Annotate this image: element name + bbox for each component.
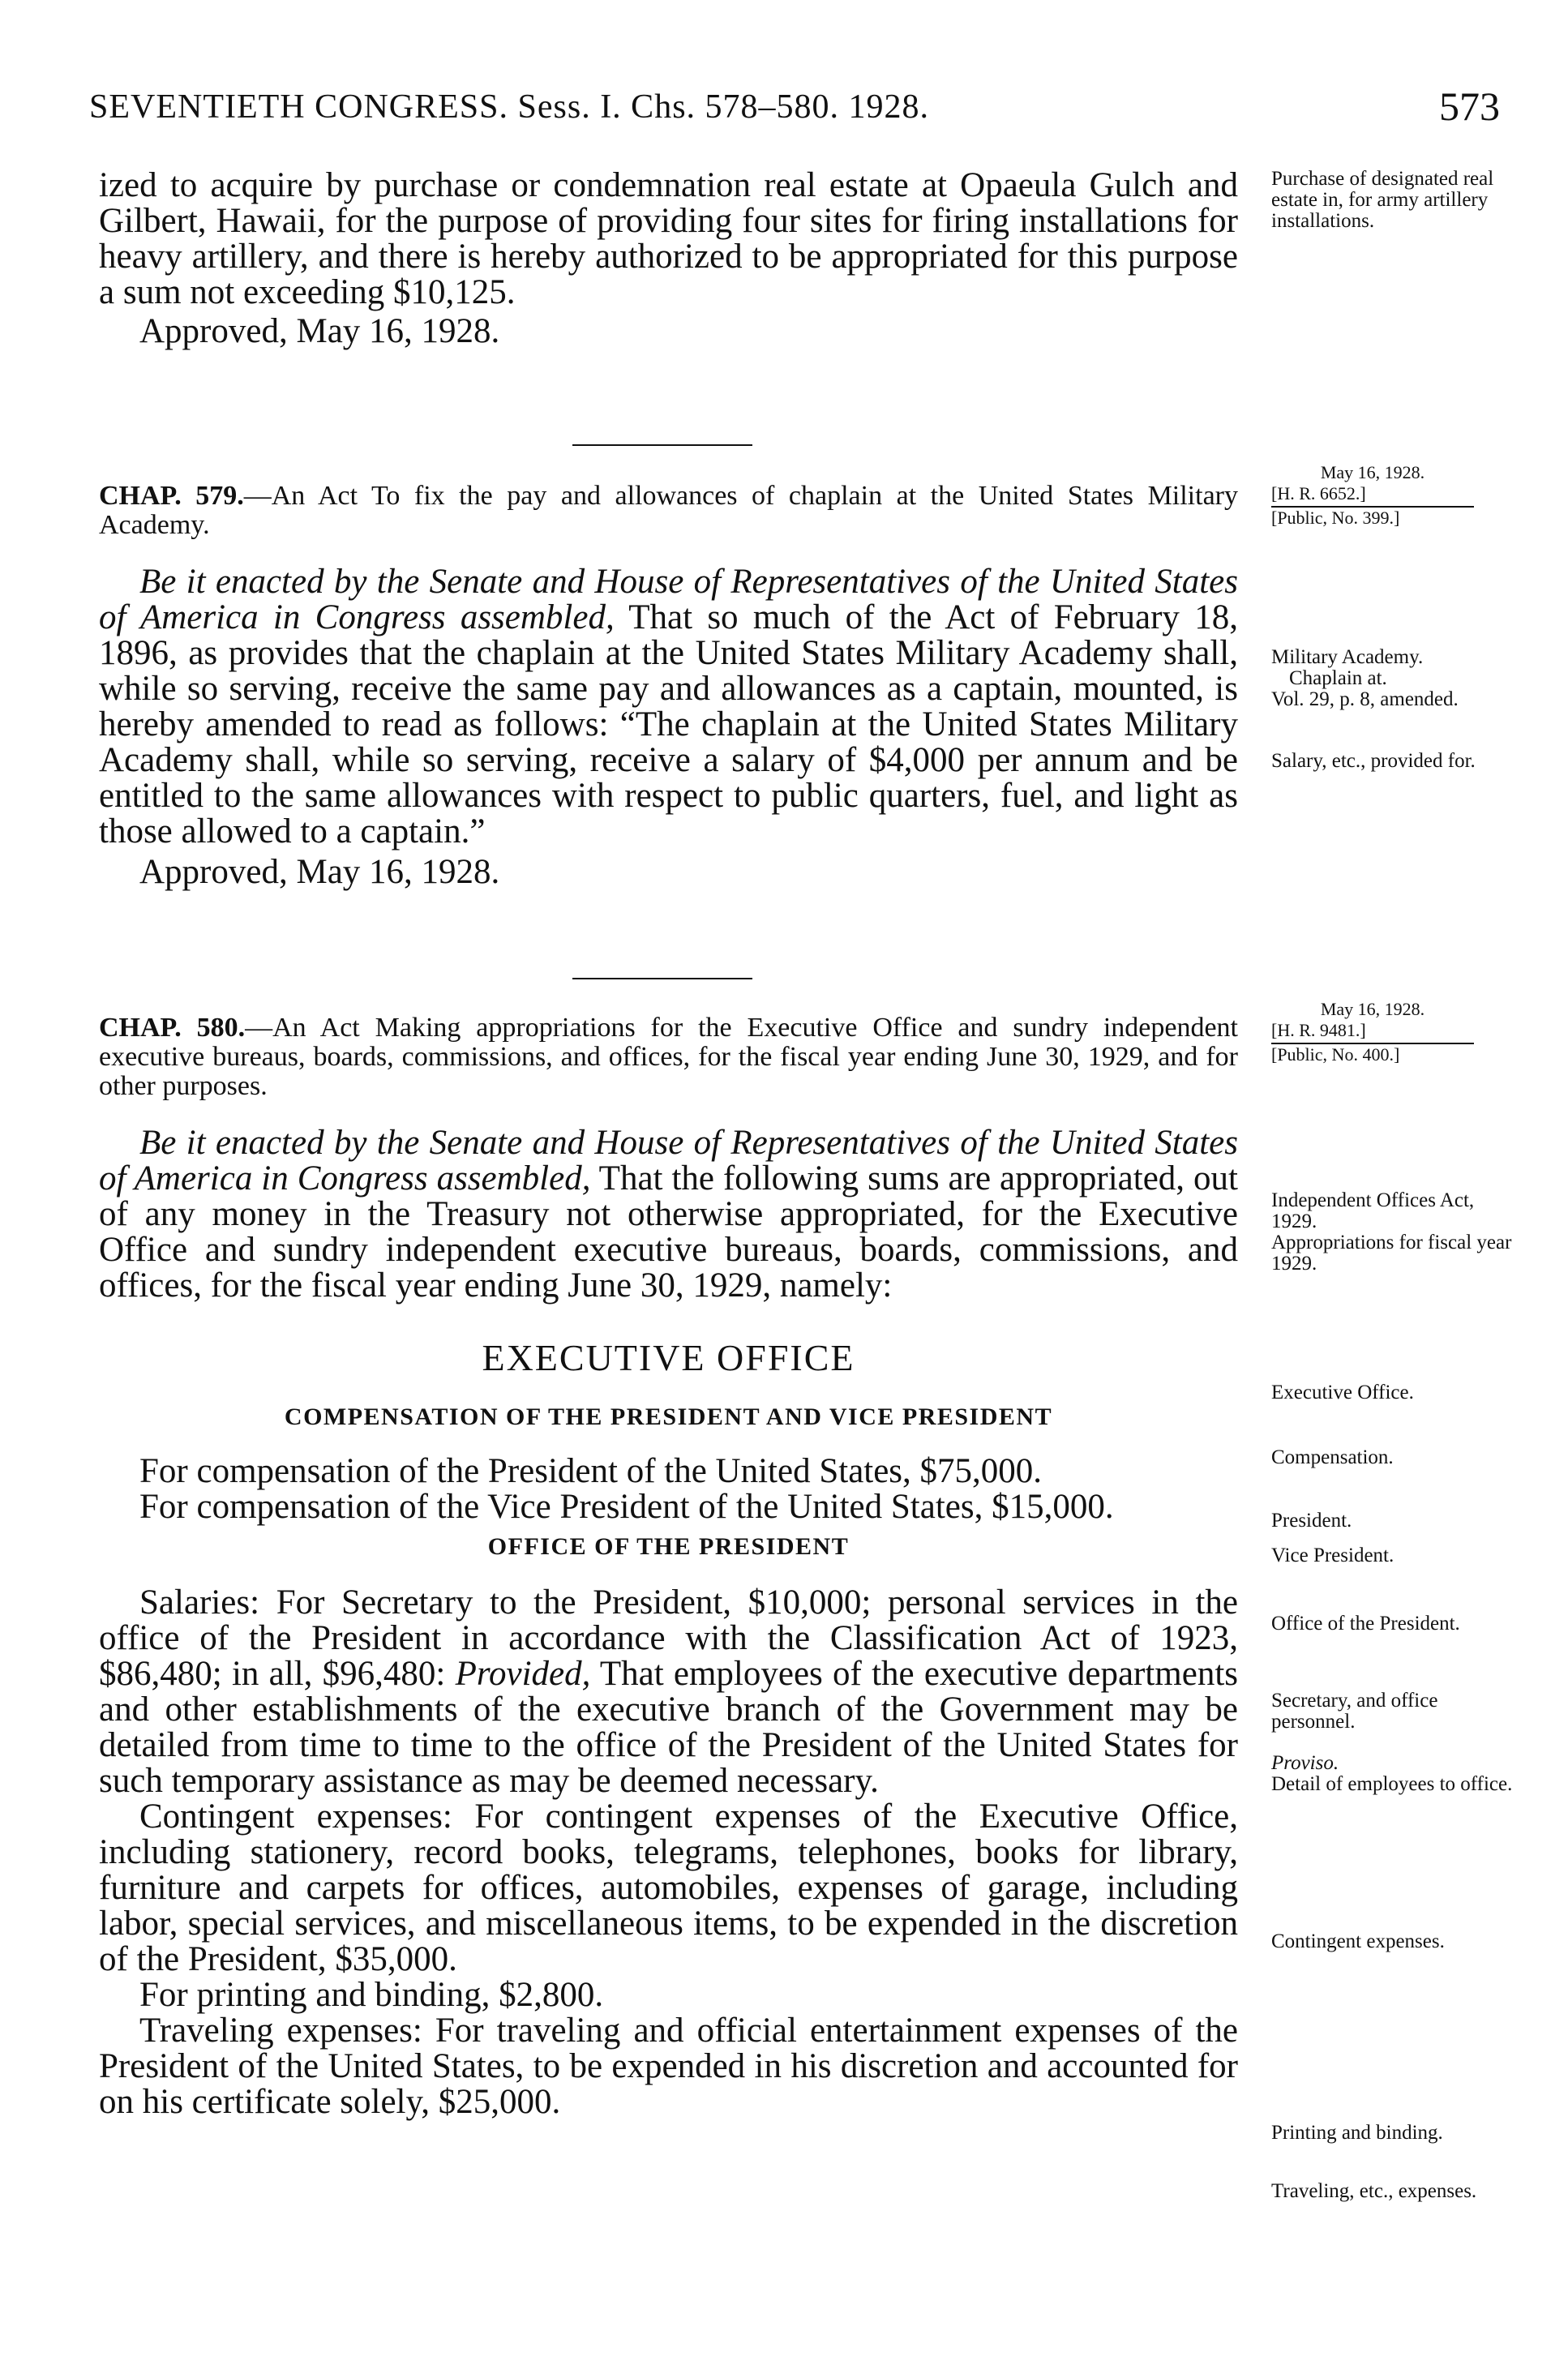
margin-printing: Printing and binding. xyxy=(1271,2122,1443,2144)
margin-compensation: Compensation. xyxy=(1271,1446,1394,1468)
chap579-hr: [H. R. 6652.] xyxy=(1271,483,1366,503)
margin-vice-president: Vice President. xyxy=(1271,1545,1394,1566)
independent-offices-note: Independent Offices Act, 1929. xyxy=(1271,1189,1475,1232)
margin-note-purchase: Purchase of designated real estate in, for army artillery installations. xyxy=(1271,168,1494,232)
chap579-public: [Public, No. 399.] xyxy=(1271,508,1400,528)
salaries-paragraph xyxy=(99,1585,1238,1799)
chap579 xyxy=(99,482,1238,890)
margin-secretary: Secretary, and office personnel. xyxy=(1271,1690,1438,1733)
margin-president: President. xyxy=(1271,1510,1352,1532)
chap580-public: [Public, No. 400.] xyxy=(1271,1044,1400,1065)
salaries-tail: That employees of the executive departments and other establishments of the executive branch of the Government may be detailed from time to time to the office of the President of the United States for such temporary assistance as may be deemed necessary. xyxy=(99,1655,1239,1800)
margin-chap580-ref xyxy=(1271,999,1514,1065)
chaplain-note: Chaplain at. xyxy=(1289,667,1387,689)
detail-note: Detail of employees to office. xyxy=(1271,1773,1513,1795)
chap579-number: CHAP. 579. xyxy=(99,481,244,511)
chap580-body: That the following sums are appropriated, out of any money in the Treasury not otherwise appropriated, for the Executive Office and sundry independent executive bureaus, boards, commissions, and offices, for the fiscal year ending June 30, 1929, namely: xyxy=(99,1159,1238,1305)
chap579-enacting-clause: Be it enacted by the Senate and House of Representatives of the United States of America in Congress assembled, xyxy=(99,563,1238,636)
chap580-title-text: —An Act Making appropriations for the Executive Office and sundry independent executive bureaus, boards, commissions, and offices, for the fiscal year ending June 30, 1929, and for other purposes. xyxy=(99,1013,1238,1101)
section-divider xyxy=(572,444,752,446)
salaries-provided: Provided, xyxy=(455,1655,591,1693)
vol29-note: Vol. 29, p. 8, amended. xyxy=(1271,688,1459,710)
chap579-date: May 16, 1928. xyxy=(1320,462,1425,482)
chap580-title xyxy=(99,1013,1238,1101)
section-divider xyxy=(572,978,752,979)
chap580-section xyxy=(99,1125,1238,1304)
chap579-title-text: —An Act To fix the pay and allowances of chaplain at the United States Military Academy. xyxy=(99,481,1238,540)
margin-executive-office: Executive Office. xyxy=(1271,1382,1414,1403)
printing-paragraph: For printing and binding, $2,800. xyxy=(139,1976,604,2014)
running-title: SEVENTIETH CONGRESS. Sess. I. Chs. 578–580. 1928. xyxy=(89,88,930,126)
contingent-paragraph: Contingent expenses: For contingent expenses of the Executive Office, including stationery, record books, telegrams, telephones, books for library, furniture and carpets for offices, automobiles, expenses of garage, including labor, special services, and miscellaneous items, to be expended in the discretion of the President, $35,000. xyxy=(99,1797,1238,1978)
chap580-number: CHAP. 580. xyxy=(99,1013,246,1043)
chap579-approved: Approved, May 16, 1928. xyxy=(139,853,500,891)
margin-note-salary: Salary, etc., provided for. xyxy=(1271,750,1476,772)
margin-office-of-president: Office of the President. xyxy=(1271,1613,1460,1635)
military-academy-note: Military Academy. xyxy=(1271,646,1424,668)
proviso-note: Proviso. xyxy=(1271,1752,1339,1774)
running-header xyxy=(89,84,1500,136)
chap579-body: That so much of the Act of February 18, 1896, as provides that the chaplain at the United States Military Academy shall, while so serving, receive the same pay and allowances as a captain, mounted, is hereby amended to read as follows: “The chaplain at the United States Military Academy shall, while so serving, receive a salary of $4,000 per annum and be entitled to the same allowances with respect to public quarters, fuel, and light as those allowed to a captain.” xyxy=(99,598,1238,851)
chap580-hr: [H. R. 9481.] xyxy=(1271,1020,1366,1040)
chap580-enacting-clause: Be it enacted by the Senate and House of Representatives of the United States of America in Congress assembled, xyxy=(99,1124,1238,1198)
page-number: 573 xyxy=(1439,84,1500,129)
margin-military-academy xyxy=(1271,647,1514,710)
comp-president: For compensation of the President of the United States, $75,000. xyxy=(139,1452,1043,1490)
comp-vice-president: For compensation of the Vice President of the United States, $15,000. xyxy=(139,1488,1114,1526)
heading-office-president: OFFICE OF THE PRESIDENT xyxy=(487,1533,850,1560)
chap578-continuation xyxy=(99,168,1238,349)
chap580 xyxy=(99,1013,1238,2120)
margin-contingent: Contingent expenses. xyxy=(1271,1930,1445,1952)
chap579-section xyxy=(99,564,1238,850)
appropriations-note: Appropriations for fiscal year 1929. xyxy=(1271,1232,1512,1275)
heading-executive-office: EXECUTIVE OFFICE xyxy=(482,1337,855,1378)
margin-proviso xyxy=(1271,1753,1514,1795)
chap579-title xyxy=(99,482,1238,540)
salaries-lead: Salaries: For Secretary to the President, $10,000; personal services in the office of the President in accordance with the Classification Act of 1923, $86,480; in all, $96,480: xyxy=(99,1583,1238,1693)
chap580-date: May 16, 1928. xyxy=(1320,999,1425,1019)
margin-traveling: Traveling, etc., expenses. xyxy=(1271,2180,1477,2202)
chap578-approved: Approved, May 16, 1928. xyxy=(139,312,500,350)
chap578-text: ized to acquire by purchase or condemnation real estate at Opaeula Gulch and Gilbert, Hawaii, for the purpose of providing four sites for firing installations for heavy artillery, and there is hereby authorized to be appropriated for this purpose a sum not exceeding $10,125. xyxy=(99,166,1238,311)
traveling-paragraph: Traveling expenses: For traveling and official entertainment expenses of the President of the United States, to be expended in his discretion and accounted for on his certificate solely, $25,000. xyxy=(99,2012,1238,2121)
margin-chap579-ref xyxy=(1271,462,1514,529)
heading-compensation: COMPENSATION OF THE PRESIDENT AND VICE PRESIDENT xyxy=(284,1403,1053,1430)
margin-independent-offices xyxy=(1271,1190,1514,1275)
